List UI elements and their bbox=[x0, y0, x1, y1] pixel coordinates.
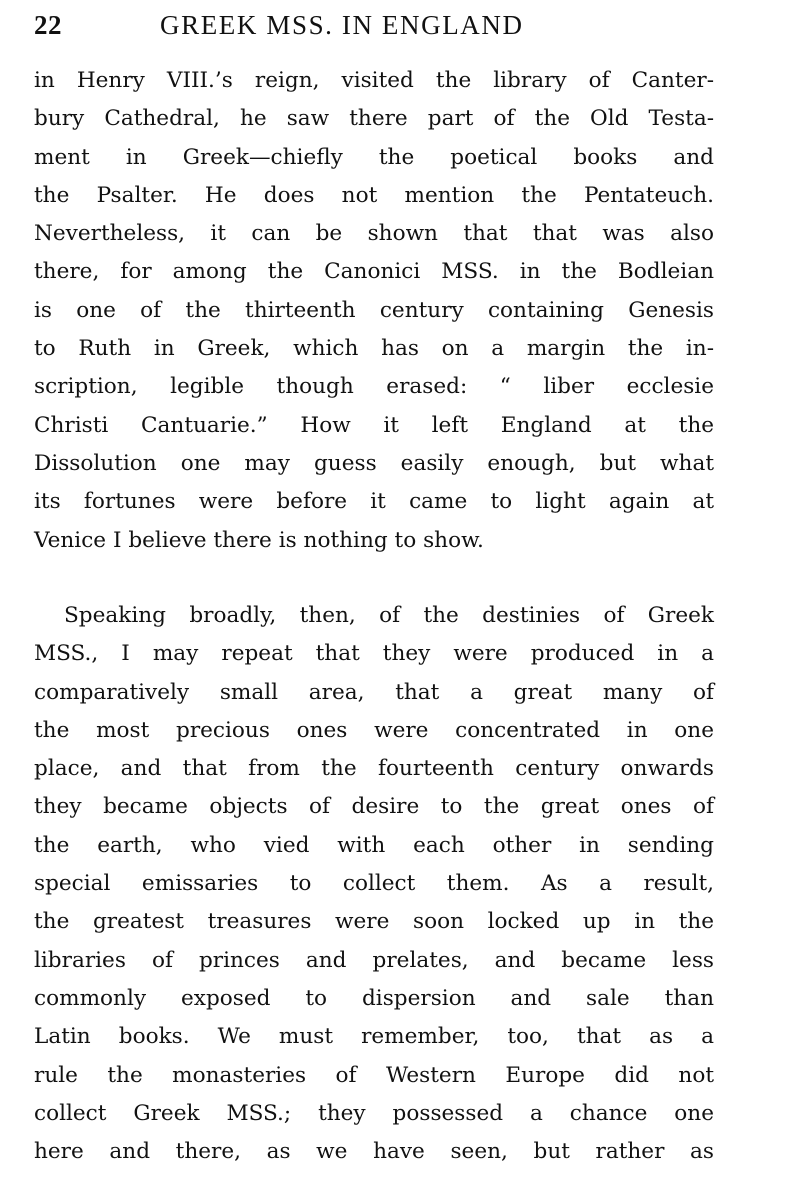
text-line: rule the monasteries of Western Europe did not bbox=[34, 1062, 714, 1088]
text-line: ment in Greek—chiefly the poetical books and bbox=[34, 144, 714, 170]
text-line: place, and that from the fourteenth century onwards bbox=[34, 756, 714, 782]
text-line: there, for among the Canonici MSS. in the Bodleian bbox=[34, 259, 714, 285]
text-line: Latin books. We must remember, too, that as a bbox=[34, 1024, 714, 1050]
text-line: they became objects of desire to the great ones of bbox=[34, 794, 714, 820]
paragraph-2 bbox=[34, 597, 714, 1171]
paragraph-1 bbox=[34, 62, 714, 560]
text-line: Venice I believe there is nothing to show. bbox=[34, 527, 484, 553]
text-line: in Henry VIII.’s reign, visited the library of Canter- bbox=[34, 68, 714, 93]
text-line: bury Cathedral, he saw there part of the Old Testa- bbox=[34, 106, 714, 132]
text-line: is one of the thirteenth century containing Genesis bbox=[34, 297, 714, 323]
text-line: commonly exposed to dispersion and sale than bbox=[34, 985, 714, 1011]
text-line: the greatest treasures were soon locked up in the bbox=[34, 909, 714, 935]
text-line: Dissolution one may guess easily enough, but what bbox=[34, 450, 714, 476]
text-line: the most precious ones were concentrated in one bbox=[34, 717, 714, 743]
text-line: its fortunes were before it came to light again at bbox=[34, 489, 714, 515]
text-line: MSS., I may repeat that they were produced in a bbox=[34, 641, 714, 667]
text-line: special emissaries to collect them. As a result, bbox=[34, 871, 714, 897]
text-line: to Ruth in Greek, which has on a margin the in- bbox=[34, 336, 714, 362]
text-line: the Psalter. He does not mention the Pentateuch. bbox=[34, 182, 714, 208]
text-line: comparatively small area, that a great many of bbox=[34, 679, 714, 705]
text-line: the earth, who vied with each other in sending bbox=[34, 832, 714, 858]
text-line: Christi Cantuarie.” How it left England at the bbox=[34, 412, 714, 438]
text-line: Speaking broadly, then, of the destinies of Greek bbox=[64, 603, 714, 628]
running-title: GREEK MSS. IN ENGLAND bbox=[160, 10, 524, 40]
text-line: Nevertheless, it can be shown that that was also bbox=[34, 221, 714, 247]
page-number: 22 bbox=[34, 10, 62, 40]
text-line: here and there, as we have seen, but rather as bbox=[34, 1139, 714, 1165]
text-line: scription, legible though erased: “ liber ecclesie bbox=[34, 374, 714, 400]
text-line: libraries of princes and prelates, and became less bbox=[34, 947, 714, 973]
running-head bbox=[34, 10, 714, 46]
text-line: collect Greek MSS.; they possessed a chance one bbox=[34, 1100, 714, 1126]
